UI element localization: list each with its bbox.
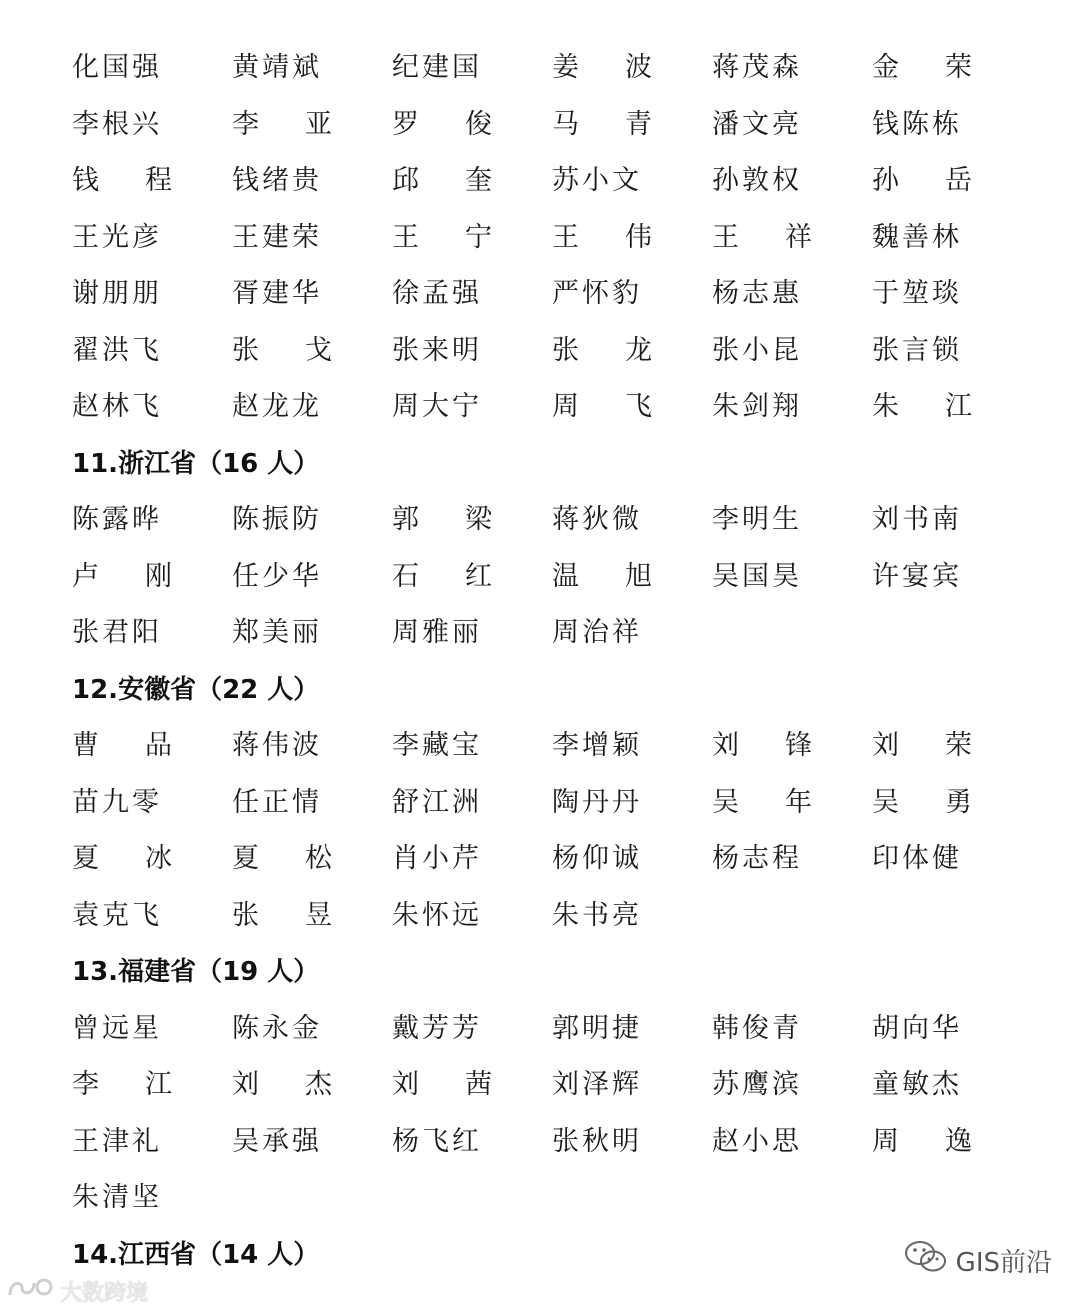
person-name: 任正情 [232, 786, 322, 818]
person-name: 谢朋朋 [72, 278, 162, 309]
person-name: 周雅丽 [392, 617, 482, 648]
person-name: 曾远星 [72, 1012, 162, 1044]
person-name: 周大宁 [392, 391, 482, 422]
heading-count: （19 人） [196, 957, 320, 987]
person-name: 杨志惠 [712, 278, 802, 309]
person-name: 卢 刚 [72, 560, 172, 592]
person-name: 吴 勇 [872, 786, 972, 818]
person-name: 杨飞红 [392, 1125, 482, 1157]
person-name: 夏 冰 [72, 843, 172, 874]
person-name: 翟洪飞 [72, 334, 162, 366]
person-name: 吴国昊 [712, 560, 802, 592]
heading-count: （22 人） [196, 674, 320, 705]
person-name: 魏善林 [872, 221, 962, 253]
person-name: 潘文亮 [712, 108, 802, 140]
person-name: 蒋狄微 [552, 504, 642, 535]
person-name: 徐孟强 [392, 278, 482, 309]
person-name: 朱剑翔 [712, 391, 802, 422]
person-name: 周 飞 [552, 391, 652, 422]
person-name: 曹 品 [72, 730, 172, 761]
person-name: 孙 岳 [872, 165, 972, 196]
person-name: 杨志程 [712, 843, 802, 874]
person-name: 蒋茂森 [712, 52, 802, 83]
person-name: 王 伟 [552, 221, 652, 253]
heading-number: 14. [72, 1239, 119, 1270]
person-name: 戴芳芳 [392, 1012, 482, 1044]
person-name: 金 荣 [872, 52, 972, 83]
heading-province: 浙江省 [118, 448, 197, 479]
person-name: 许宴宾 [872, 560, 962, 592]
person-name: 张小昆 [712, 334, 802, 366]
province-heading [72, 951, 319, 993]
person-name: 孙敦权 [712, 165, 802, 196]
heading-number: 13. [72, 957, 119, 987]
heading-number: 12. [72, 674, 119, 705]
person-name: 袁克飞 [72, 899, 162, 931]
person-name: 苏小文 [552, 165, 642, 196]
heading-number: 11. [72, 448, 119, 479]
person-name: 严怀豹 [552, 278, 642, 309]
person-name: 罗 俊 [392, 108, 492, 140]
person-name: 韩俊青 [712, 1012, 802, 1044]
person-name: 刘 杰 [232, 1069, 332, 1100]
person-name: 朱清坚 [72, 1182, 162, 1213]
person-name: 朱 江 [872, 391, 972, 422]
person-name: 刘泽辉 [552, 1069, 642, 1100]
person-name: 于堃琰 [872, 278, 962, 309]
person-name: 郭明捷 [552, 1012, 642, 1044]
watermark-gis [904, 1240, 1052, 1280]
person-name: 任少华 [232, 560, 322, 592]
person-name: 钱绪贵 [232, 165, 322, 196]
person-name: 石 红 [392, 560, 492, 592]
person-name: 李增颖 [552, 730, 642, 761]
person-name: 张 昱 [232, 899, 332, 931]
person-name: 刘书南 [872, 504, 962, 535]
heading-count: （16 人） [196, 448, 320, 479]
person-name: 赵林飞 [72, 391, 162, 422]
person-name: 张言锁 [872, 334, 962, 366]
person-name: 纪建国 [392, 52, 482, 83]
person-name: 周治祥 [552, 617, 642, 648]
person-name: 陈永金 [232, 1012, 322, 1044]
province-heading [72, 1234, 319, 1276]
heading-province: 江西省 [118, 1239, 197, 1270]
watermark-brand [6, 1276, 148, 1306]
person-name: 周 逸 [872, 1125, 972, 1157]
heading-province: 福建省 [118, 957, 197, 987]
person-name: 杨仰诚 [552, 843, 642, 874]
person-name: 刘 荣 [872, 730, 972, 761]
person-name: 温 旭 [552, 560, 652, 592]
person-name: 朱怀远 [392, 899, 482, 931]
person-name: 王光彦 [72, 221, 162, 253]
person-name: 肖小芹 [392, 843, 482, 874]
heading-province: 安徽省 [118, 674, 197, 705]
person-name: 邱 奎 [392, 165, 492, 196]
person-name: 刘 锋 [712, 730, 812, 761]
person-name: 李藏宝 [392, 730, 482, 761]
person-name: 王 宁 [392, 221, 492, 253]
person-name: 张 戈 [232, 334, 332, 366]
person-name: 黄靖斌 [232, 52, 322, 83]
person-name: 李根兴 [72, 108, 162, 140]
watermark-brand-text: 大数跨境 [60, 1280, 149, 1306]
person-name: 钱陈栋 [872, 108, 962, 140]
person-name: 李 江 [72, 1069, 172, 1100]
person-name: 胡向华 [872, 1012, 962, 1044]
watermark-gis-text: GIS前沿 [955, 1247, 1052, 1278]
person-name: 胥建华 [232, 278, 322, 309]
person-name: 朱书亮 [552, 899, 642, 931]
person-name: 陈露晔 [72, 504, 162, 535]
person-name: 刘 茜 [392, 1069, 492, 1100]
person-name: 赵小思 [712, 1125, 802, 1157]
person-name: 吴 年 [712, 786, 812, 818]
person-name: 王津礼 [72, 1125, 162, 1157]
heading-count: （14 人） [196, 1239, 320, 1270]
person-name: 陈振防 [232, 504, 322, 535]
person-name: 张 龙 [552, 334, 652, 366]
person-name: 陶丹丹 [552, 786, 642, 818]
person-name: 蒋伟波 [232, 730, 322, 761]
brand-logo-icon [6, 1275, 54, 1307]
person-name: 张秋明 [552, 1125, 642, 1157]
person-name: 化国强 [72, 52, 162, 83]
person-name: 张君阳 [72, 617, 162, 648]
person-name: 李明生 [712, 504, 802, 535]
person-name: 郭 梁 [392, 504, 492, 535]
person-name: 童敏杰 [872, 1069, 962, 1100]
person-name: 李 亚 [232, 108, 332, 140]
person-name: 姜 波 [552, 52, 652, 83]
person-name: 郑美丽 [232, 617, 322, 648]
person-name: 苗九零 [72, 786, 162, 818]
wechat-icon [904, 1239, 948, 1282]
person-name: 印体健 [872, 843, 962, 874]
person-name: 夏 松 [232, 843, 332, 874]
person-name: 舒江洲 [392, 786, 482, 818]
person-name: 苏鹰滨 [712, 1069, 802, 1100]
person-name: 张来明 [392, 334, 482, 366]
person-name: 赵龙龙 [232, 391, 322, 422]
province-heading [72, 669, 319, 711]
person-name: 吴承强 [232, 1125, 322, 1157]
person-name: 王 祥 [712, 221, 812, 253]
person-name: 钱 程 [72, 165, 172, 196]
province-heading [72, 443, 319, 485]
person-name: 王建荣 [232, 221, 322, 253]
person-name: 马 青 [552, 108, 652, 140]
